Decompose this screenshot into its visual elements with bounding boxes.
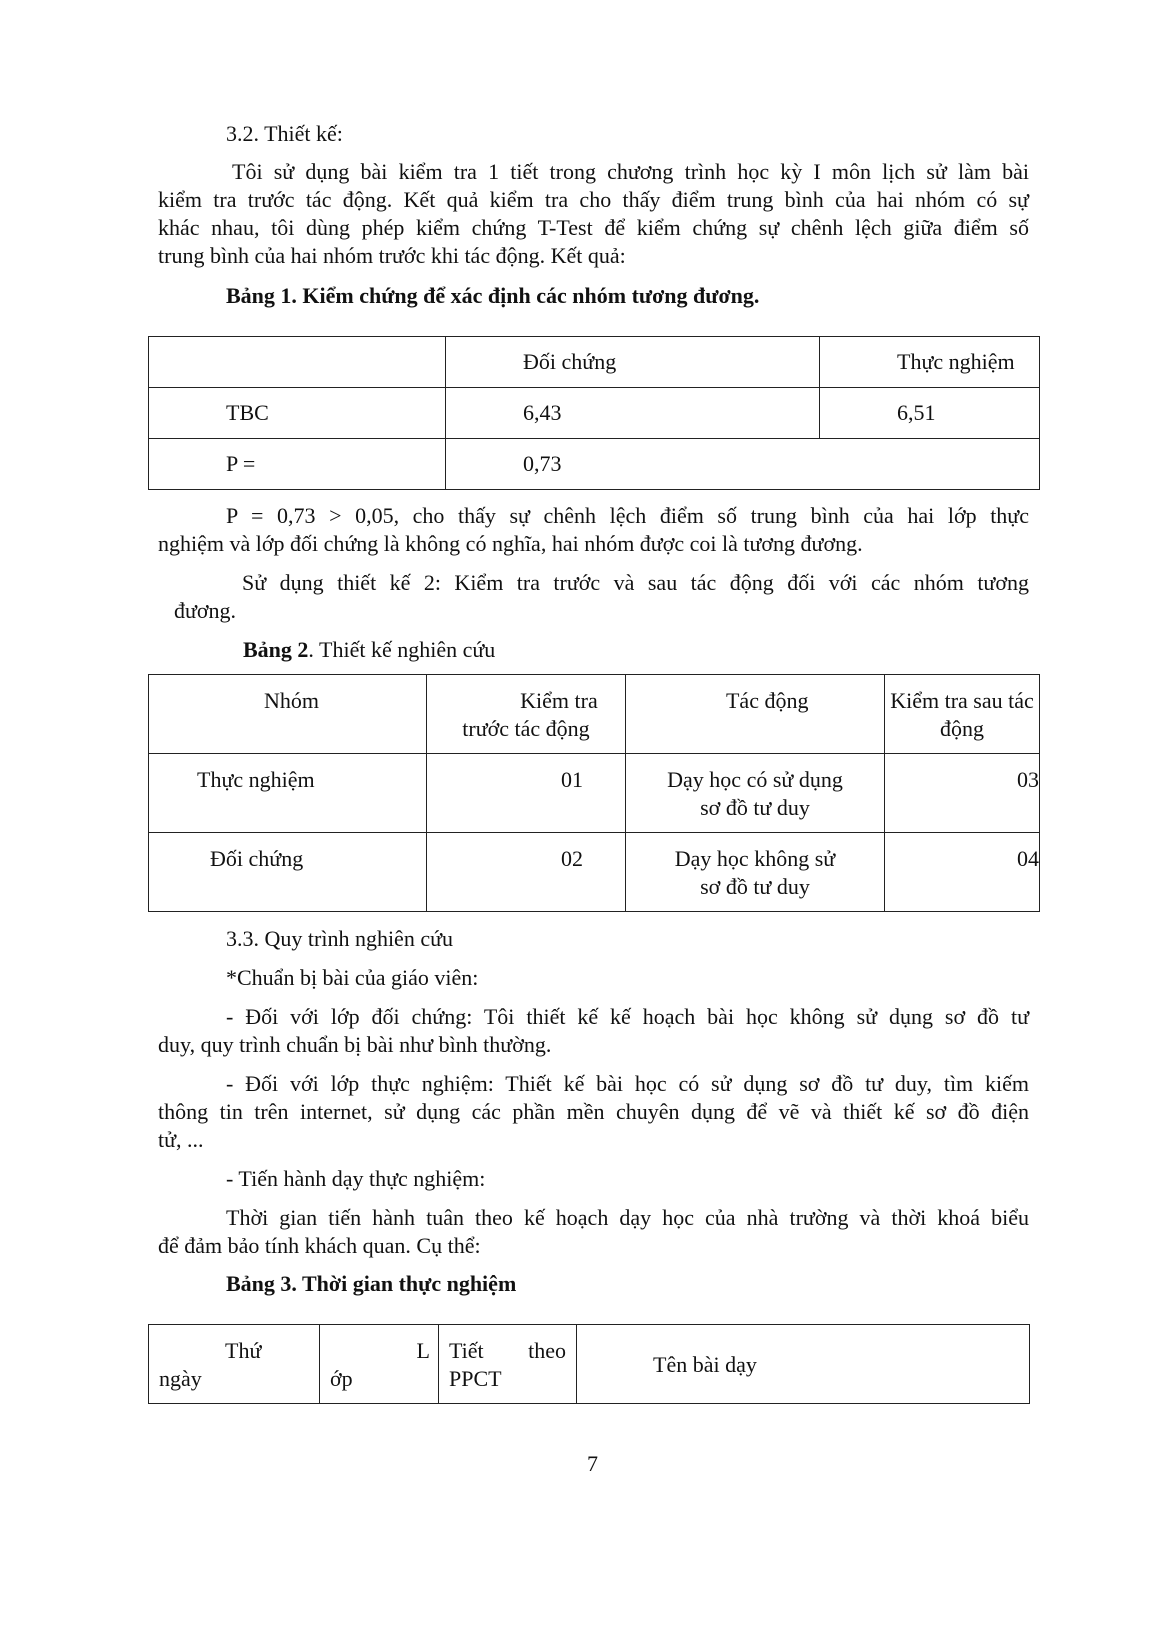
paragraph-line: - Tiến hành dạy thực nghiệm: xyxy=(226,1166,486,1191)
table1-header-experiment xyxy=(820,337,1040,388)
table2-cell xyxy=(625,754,884,833)
table2 xyxy=(148,674,1040,912)
table2-cell xyxy=(149,833,427,912)
paragraph-line: trung bình của hai nhóm trước khi tác động. Kết quả: xyxy=(158,243,626,268)
table3-header-class-l2: ớp xyxy=(330,1366,353,1391)
table1-cell xyxy=(149,388,446,439)
table2-header-group-label: Nhóm xyxy=(264,688,319,713)
table2-group-name: Đối chứng xyxy=(210,846,304,871)
table1-row-label: P = xyxy=(226,451,256,476)
table2-header-posttest-l2: động xyxy=(940,716,984,741)
table2-value: 03 xyxy=(1017,767,1039,792)
table2-header-posttest xyxy=(885,675,1040,754)
paragraph-line: Thời gian tiến hành tuân theo kế hoạch dạy học của nhà trường và thời khoá biểu xyxy=(226,1205,1029,1230)
table2-group-name: Thực nghiệm xyxy=(197,767,315,792)
table2-header-group xyxy=(149,675,427,754)
table3-header-period xyxy=(439,1325,577,1404)
table1-header-empty xyxy=(149,337,446,388)
table1-cell xyxy=(446,439,1040,490)
paragraph-line: Sử dụng thiết kế 2: Kiểm tra trước và sau tác động đối với các nhóm tương xyxy=(242,570,1029,595)
table2-impact-l1: Dạy học không sử xyxy=(674,846,836,871)
table3-header-period-l1: Tiết xyxy=(449,1338,484,1363)
paragraph-line: khác nhau, tôi dùng phép kiểm chứng T-Test để kiểm chứng sự chênh lệch giữa điểm số xyxy=(158,215,1029,240)
table3-header-lesson-label: Tên bài dạy xyxy=(653,1352,757,1377)
table1-cell xyxy=(820,388,1040,439)
table2-cell xyxy=(149,754,427,833)
paragraph-line: để đảm bảo tính khách quan. Cụ thể: xyxy=(158,1233,481,1258)
table3-caption: Bảng 3. Thời gian thực nghiệm xyxy=(226,1271,517,1296)
table2-header-pretest xyxy=(426,675,625,754)
table3-header-period-l2: PPCT xyxy=(449,1366,502,1391)
paragraph-line: nghiệm và lớp đối chứng là không có nghĩa, hai nhóm được coi là tương đương. xyxy=(158,531,863,556)
table2-header-posttest-l1: Kiểm tra sau tác xyxy=(890,688,1034,713)
paragraph-line: duy, quy trình chuẩn bị bài như bình thường. xyxy=(158,1032,552,1057)
table3-header-class-l1: L xyxy=(416,1338,430,1363)
table1-header-experiment-label: Thực nghiệm xyxy=(897,349,1015,374)
page-number: 7 xyxy=(587,1451,598,1476)
paragraph-line: - Đối với lớp đối chứng: Tôi thiết kế kế hoạch bài học không sử dụng sơ đồ tư xyxy=(226,1004,1029,1029)
table2-header-impact-label: Tác động xyxy=(725,688,809,713)
table2-header-impact xyxy=(625,675,884,754)
section-heading-3-2: 3.2. Thiết kế: xyxy=(226,121,343,146)
table2-impact-l2: sơ đồ tư duy xyxy=(700,795,810,820)
table3-header-day-l2: ngày xyxy=(159,1366,202,1391)
table2-cell xyxy=(426,833,625,912)
table3-header-period-l1b: theo xyxy=(528,1338,566,1363)
table1-caption: Bảng 1. Kiểm chứng để xác định các nhóm tương đương. xyxy=(226,283,760,308)
table2-caption-rest: . Thiết kế nghiên cứu xyxy=(308,637,496,662)
table1-header-control-label: Đối chứng xyxy=(523,349,617,374)
paragraph-line: Tôi sử dụng bài kiểm tra 1 tiết trong chương trình học kỳ I môn lịch sử làm bài xyxy=(232,159,1029,184)
table2-impact-l1: Dạy học có sử dụng xyxy=(667,767,843,792)
table1-header-control xyxy=(446,337,820,388)
table3-header-lesson xyxy=(577,1325,1030,1404)
table2-cell xyxy=(885,833,1040,912)
paragraph-line: thông tin trên internet, sử dụng các phần mền chuyên dụng để vẽ và thiết kế sơ đồ điện xyxy=(158,1099,1029,1124)
paragraph-line: tử, ... xyxy=(158,1127,204,1152)
paragraph-line: - Đối với lớp thực nghiệm: Thiết kế bài học có sử dụng sơ đồ tư duy, tìm kiếm xyxy=(226,1071,1029,1096)
table3-header-day xyxy=(149,1325,320,1404)
table1-value: 6,51 xyxy=(897,400,936,425)
table2-value: 02 xyxy=(560,846,583,871)
table2-value: 04 xyxy=(1017,846,1039,871)
table1-row-label: TBC xyxy=(226,400,269,425)
table3 xyxy=(148,1324,1030,1404)
table3-header-day-l1: Thứ xyxy=(225,1338,262,1363)
table2-cell xyxy=(426,754,625,833)
table1-cell xyxy=(149,439,446,490)
table2-value: 01 xyxy=(560,767,583,792)
table2-cell xyxy=(885,754,1040,833)
section-heading-3-3: 3.3. Quy trình nghiên cứu xyxy=(226,926,454,951)
table2-cell xyxy=(625,833,884,912)
table1 xyxy=(148,336,1040,490)
table2-impact-l2: sơ đồ tư duy xyxy=(700,874,810,899)
table1-value: 6,43 xyxy=(523,400,562,425)
table1-cell xyxy=(446,388,820,439)
table3-header-class xyxy=(320,1325,439,1404)
table2-header-pretest-l1: Kiểm tra xyxy=(520,688,598,713)
table2-caption xyxy=(243,636,495,664)
paragraph-line: đương. xyxy=(174,598,237,623)
table2-header-pretest-l2: trước tác động xyxy=(462,716,590,741)
paragraph-line: P = 0,73 > 0,05, cho thấy sự chênh lệch điểm số trung bình của hai lớp thực xyxy=(226,503,1029,528)
paragraph-line: kiểm tra trước tác động. Kết quả kiểm tra cho thấy điểm trung bình của hai nhóm có sự xyxy=(158,187,1029,212)
table2-caption-bold: Bảng 2 xyxy=(243,637,309,662)
table1-value: 0,73 xyxy=(523,451,562,476)
paragraph-line: *Chuẩn bị bài của giáo viên: xyxy=(226,965,479,990)
